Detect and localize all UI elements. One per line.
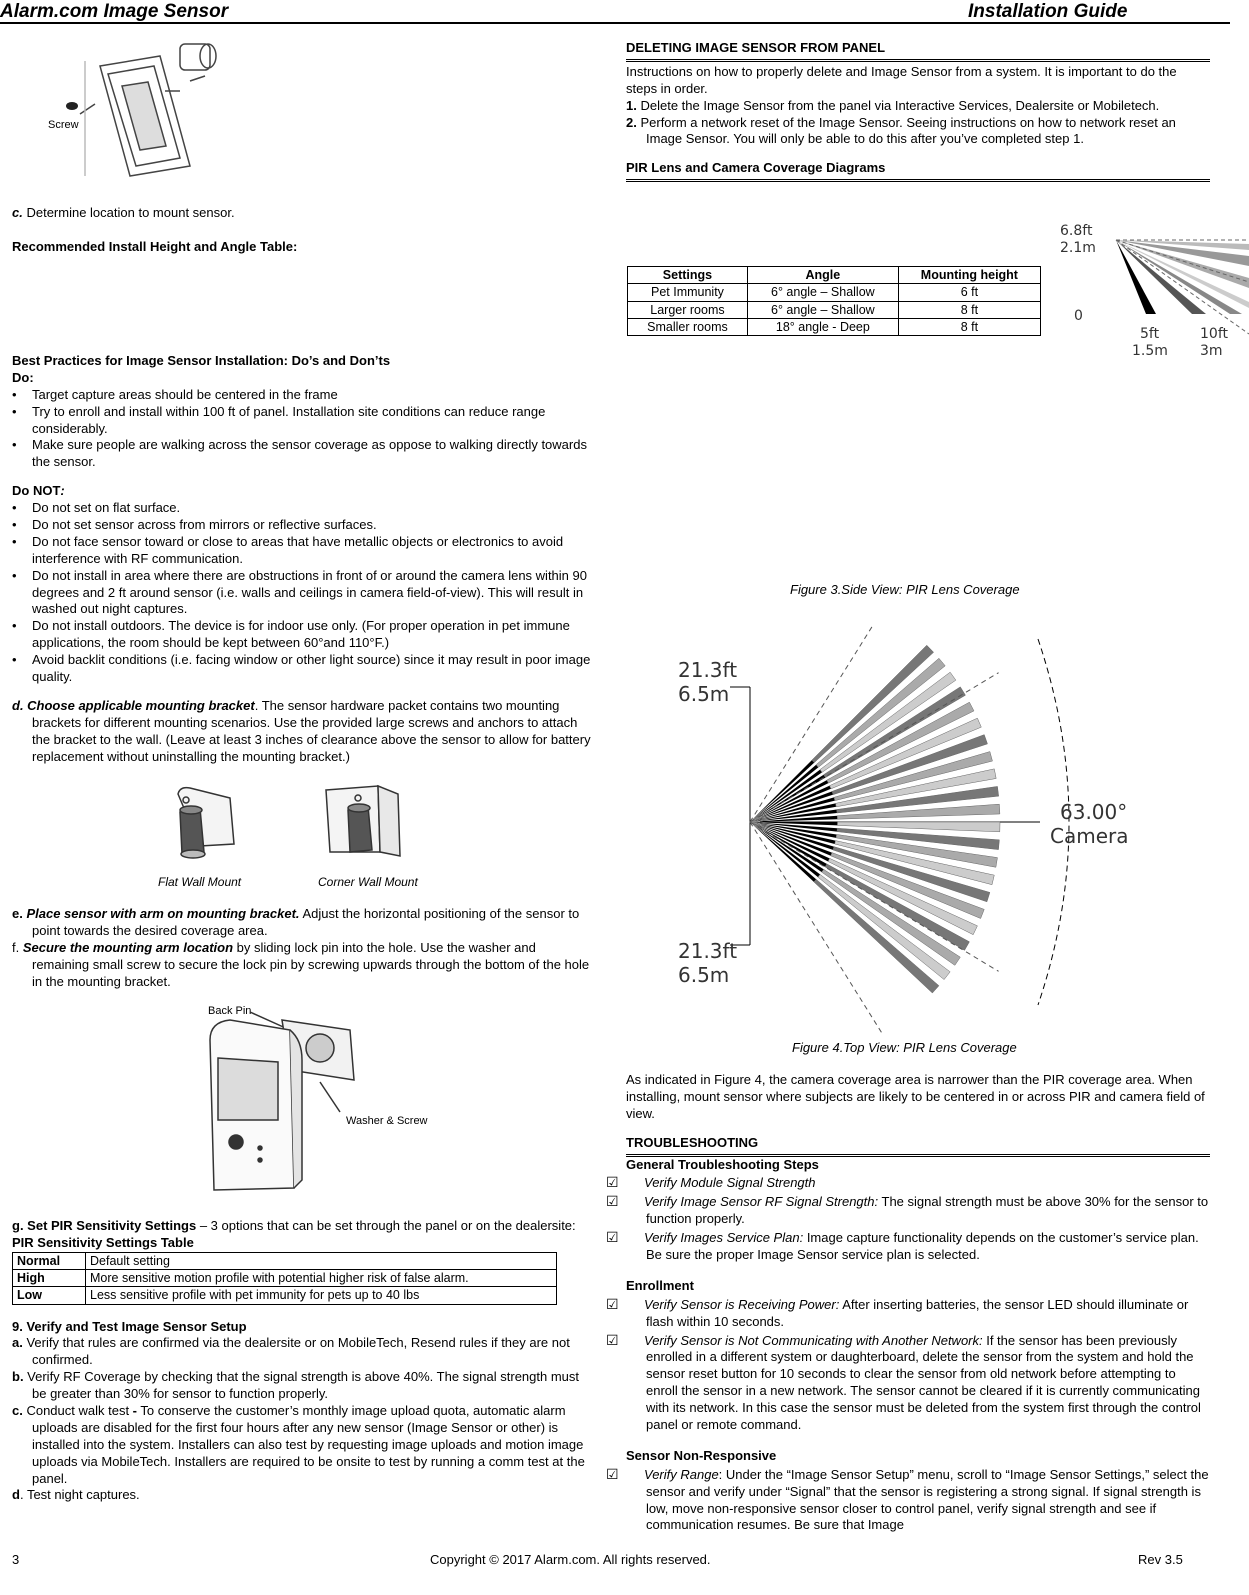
donot-item: • Do not install outdoors. The device is for indoor use only. (For proper operation in pet immune applications, the room should be kept between 60°and 110°F.) <box>12 618 592 652</box>
figure4-caption: Figure 4.Top View: PIR Lens Coverage <box>792 1040 1017 1055</box>
header-guide-label: Installation Guide <box>968 1 1128 22</box>
sensor-arm-illustration <box>190 1000 450 1200</box>
pir-setting-desc: More sensitive motion profile with potential higher risk of false alarm. <box>86 1270 557 1287</box>
step-g-text: – 3 options that can be set through the panel or on the dealersite: <box>196 1218 576 1233</box>
bottom-dist-m: 6.5m <box>678 963 730 987</box>
table-row <box>628 284 1041 301</box>
table-cell: Smaller rooms <box>628 318 748 335</box>
copyright: Copyright © 2017 Alarm.com. All rights reserved. <box>430 1552 711 1567</box>
table-row <box>13 1270 557 1287</box>
delete-section-title: DELETING IMAGE SENSOR FROM PANEL <box>626 40 1210 62</box>
step-c-letter: c. <box>12 205 23 220</box>
step-d-text: . The sensor hardware packet contains two mounting brackets for different mounting scenarios. Use the provided large screws and anchors to attach the bracket to the wall. (Leave at least 3 inches of clearance above the sensor to allow for battery replacement without uninstalling the mounting bracket.) <box>32 697 591 764</box>
non-responsive-title: Sensor Non-Responsive <box>626 1447 777 1463</box>
column-header: Settings <box>628 267 748 284</box>
troubleshooting-section <box>606 1072 1210 1534</box>
table-cell: Larger rooms <box>628 301 748 318</box>
delete-step-num: 2. <box>626 114 637 130</box>
revision: Rev 3.5 <box>1138 1552 1183 1567</box>
general-item-head: Verify Images Service Plan: <box>644 1230 804 1246</box>
pir-diagrams-title: PIR Lens and Camera Coverage Diagrams <box>626 160 1210 182</box>
checkbox-icon: ☑ <box>606 1331 619 1348</box>
step-d-head: d. Choose applicable mounting bracket <box>12 697 255 713</box>
enroll-item-text: If the sensor has been previously enrolled in a different system or daughterboard, delete the sensor from the system and hold the sensor reset button for 10 seconds to clear the sensor from old network before attempting to enroll the sensor in a new network. The sensor cannot be cleared if it is currently communicating with its network. In this case the sensor must be deleted from the system first through the control panel or remote command. <box>646 1332 1201 1433</box>
step9d-letter: d <box>12 1487 20 1503</box>
step-c-text: Determine location to mount sensor. <box>26 205 235 220</box>
side-height-m: 2.1m <box>1060 240 1096 256</box>
flat-wall-mount-caption: Flat Wall Mount <box>158 875 242 889</box>
back-pin-label: Back Pin <box>208 1005 252 1017</box>
bracket-screw-illustration <box>40 36 240 186</box>
donot-label: Do NOT <box>12 483 61 499</box>
general-item-text: The signal strength must be above 30% for the sensor to function properly. <box>646 1194 1209 1227</box>
enroll-item-text: After inserting batteries, the sensor LED should illuminate or flash within 10 seconds. <box>646 1296 1189 1329</box>
nonresp-item-head: Verify Range <box>644 1466 719 1482</box>
step9a-text: Verify that rules are confirmed via the dealersite or on MobileTech, Resend rules if they are not confirmed. <box>22 1335 570 1368</box>
general-item-head: Verify Module Signal Strength <box>644 1175 816 1191</box>
donot-list <box>12 500 592 686</box>
step-f-letter: f. <box>12 939 23 955</box>
step9c-letter: c. <box>12 1402 23 1418</box>
do-item: • Make sure people are walking across the sensor coverage as oppose to walking directly towards the sensor. <box>12 437 592 471</box>
best-practices-section <box>12 353 592 765</box>
pir-setting-name: Normal <box>13 1252 86 1269</box>
donot-item: • Do not install in area where there are obstructions in front of or around the camera lens within 90 degrees and 2 ft around sensor (i.e. walls and ceilings in camera field-of-view). This will result in washed out night captures. <box>12 568 592 619</box>
checkbox-icon: ☑ <box>606 1174 619 1191</box>
side-dist1-ft: 5ft <box>1140 326 1160 342</box>
table-cell: 8 ft <box>898 318 1040 335</box>
step9c-dash: - <box>132 1402 138 1418</box>
top-dist-m: 6.5m <box>678 682 730 706</box>
enrollment-title: Enrollment <box>626 1277 694 1293</box>
table-cell: 6° angle – Shallow <box>747 301 898 318</box>
step9b-text: Verify RF Coverage by checking that the signal strength is above 40%. The signal strength must be greater than 30% for sensor to function properly. <box>23 1369 580 1402</box>
troubleshooting-title: TROUBLESHOOTING <box>626 1135 1210 1157</box>
install-height-table <box>627 266 1041 336</box>
pir-setting-desc: Default setting <box>86 1252 557 1269</box>
top-view-coverage-diagram <box>670 625 1170 1035</box>
do-list <box>12 387 592 471</box>
camera-fov-line <box>750 625 904 822</box>
side-height-ft: 6.8ft <box>1060 223 1093 239</box>
column-header: Mounting height <box>898 267 1040 284</box>
coverage-ray-inner <box>750 780 828 822</box>
delete-step-text: Perform a network reset of the Image Sensor. Seeing instructions on how to network reset an Image Sensor. You will only be able to do this after you’ve completed step 1. <box>640 114 1176 147</box>
general-item-head: Verify Image Sensor RF Signal Strength: <box>644 1194 879 1210</box>
pir-sensitivity-table <box>12 1252 557 1305</box>
delete-step-text: Delete the Image Sensor from the panel via Interactive Services, Dealersite or Mobiletech. <box>640 97 1160 113</box>
donot-item: • Do not face sensor toward or close to areas that have metallic objects or electronics to avoid interference with RF communication. <box>12 534 592 568</box>
table-cell: 8 ft <box>898 301 1040 318</box>
recommended-table-title: Recommended Install Height and Angle Table: <box>12 239 298 254</box>
checkbox-icon: ☑ <box>606 1295 619 1312</box>
donot-item: • Do not set on flat surface. <box>12 500 592 517</box>
steps-e-f <box>12 906 592 990</box>
screw-icon <box>66 102 78 110</box>
donot-item: • Do not set sensor across from mirrors or reflective surfaces. <box>12 517 592 534</box>
top-dist-ft: 21.3ft <box>678 658 738 682</box>
general-steps-title: General Troubleshooting Steps <box>626 1156 819 1172</box>
step9b-letter: b. <box>12 1369 24 1385</box>
step-g-head: g. Set PIR Sensitivity Settings <box>12 1218 197 1233</box>
table-cell: 18° angle - Deep <box>747 318 898 335</box>
checkbox-icon: ☑ <box>606 1193 619 1210</box>
table-cell: 6 ft <box>898 284 1040 301</box>
camera-label: Camera <box>1050 824 1129 848</box>
step-e-text: Adjust the horizontal positioning of the sensor to point towards the desired coverage area. <box>32 906 580 938</box>
checkbox-icon: ☑ <box>606 1229 619 1246</box>
table-row <box>628 301 1041 318</box>
camera-angle-value: 63.00° <box>1060 800 1128 824</box>
delete-step-num: 1. <box>626 97 637 113</box>
step-e-letter: e. <box>12 906 27 921</box>
step9a-letter: a. <box>12 1335 23 1351</box>
figure3-caption: Figure 3.Side View: PIR Lens Coverage <box>790 582 1020 597</box>
general-item-text: Image capture functionality depends on the customer’s service plan. Be sure the proper Image Sensor service plan is selected. <box>646 1230 1199 1263</box>
step-f-text: by sliding lock pin into the hole. Use the washer and remaining small screw to secure the lock pin by screwing upwards through the bottom of the hole in the mounting bracket. <box>32 939 590 989</box>
page-number: 3 <box>12 1552 20 1567</box>
header-title: Alarm.com Image Sensor <box>0 1 229 22</box>
step-g-section <box>12 1218 592 1504</box>
delete-intro: Instructions on how to properly delete and Image Sensor from a system. It is important to do the steps in order. <box>626 63 1177 96</box>
pir-setting-name: High <box>13 1270 86 1287</box>
table-row <box>628 318 1041 335</box>
side-view-coverage-diagram <box>1060 222 1249 367</box>
pir-table-title: PIR Sensitivity Settings Table <box>12 1234 194 1250</box>
bottom-dist-ft: 21.3ft <box>678 939 738 963</box>
column-header: Angle <box>747 267 898 284</box>
step9c-text: Conduct walk test <box>22 1402 133 1418</box>
do-item: • Try to enroll and install within 100 ft of panel. Installation site conditions can reduce range considerably. <box>12 404 592 438</box>
step9c-text-cont: To conserve the customer’s monthly image upload quota, automatic alarm uploads are disabled for the first four hours after any new sensor (Image Sensor or other) is installed into the system. Installers can also test by requesting image uploads and motion image uploads via MobileTech. Installers are required to be onsite to test by running a comm test at the panel. <box>32 1402 585 1486</box>
do-label: Do: <box>12 369 34 385</box>
do-item: • Target capture areas should be centered in the frame <box>12 387 592 404</box>
table-row <box>13 1287 557 1304</box>
best-practices-title: Best Practices for Image Sensor Installation: Do’s and Don’ts <box>12 353 391 368</box>
enroll-item-head: Verify Sensor is Receiving Power: <box>644 1296 840 1312</box>
corner-wall-mount-illustration <box>318 782 418 862</box>
table-row <box>13 1252 557 1269</box>
figure4-note: As indicated in Figure 4, the camera coverage area is narrower than the PIR coverage area. When installing, mount sensor where subjects are likely to be centered in or across PIR and camera field of view. <box>626 1072 1205 1121</box>
flat-wall-mount-illustration <box>160 784 260 864</box>
pir-setting-name: Low <box>13 1287 86 1304</box>
washer-screw-label: Washer & Screw <box>346 1115 428 1127</box>
step9d-text: . Test night captures. <box>19 1487 140 1503</box>
step-f-head: Secure the mounting arm location <box>22 939 234 955</box>
donot-colon: : <box>60 483 65 499</box>
side-dist1-m: 1.5m <box>1132 343 1168 359</box>
side-dist2-m: 3m <box>1200 343 1223 359</box>
pir-setting-desc: Less sensitive profile with pet immunity for pets up to 40 lbs <box>86 1287 557 1304</box>
donot-item: • Avoid backlit conditions (i.e. facing window or other light source) since it may result in poor image quality. <box>12 652 592 686</box>
checkbox-icon: ☑ <box>606 1465 619 1482</box>
corner-wall-mount-caption: Corner Wall Mount <box>318 875 418 889</box>
screw-label: Screw <box>48 119 79 131</box>
table-cell: Pet Immunity <box>628 284 748 301</box>
nonresp-item-text: : Under the “Image Sensor Setup” menu, scroll to “Image Sensor Settings,” select the sensor and verify under “Signal” that the sensor is registering a strong signal. If signal strength is low, move non-responsive sensor closer to control panel, verify signal strength and see if communication resumes. Be sure that Image <box>646 1466 1209 1533</box>
step9-title: 9. Verify and Test Image Sensor Setup <box>12 1318 247 1334</box>
header-rule <box>0 22 1230 24</box>
side-dist2-ft: 10ft <box>1200 326 1228 342</box>
delete-sensor-section <box>626 40 1210 182</box>
step-e-head: Place sensor with arm on mounting bracket. <box>26 906 300 921</box>
table-header-row <box>628 267 1041 284</box>
table-cell: 6° angle – Shallow <box>747 284 898 301</box>
enroll-item-head: Verify Sensor is Not Communicating with Another Network: <box>644 1332 983 1348</box>
side-zero: 0 <box>1074 308 1083 324</box>
